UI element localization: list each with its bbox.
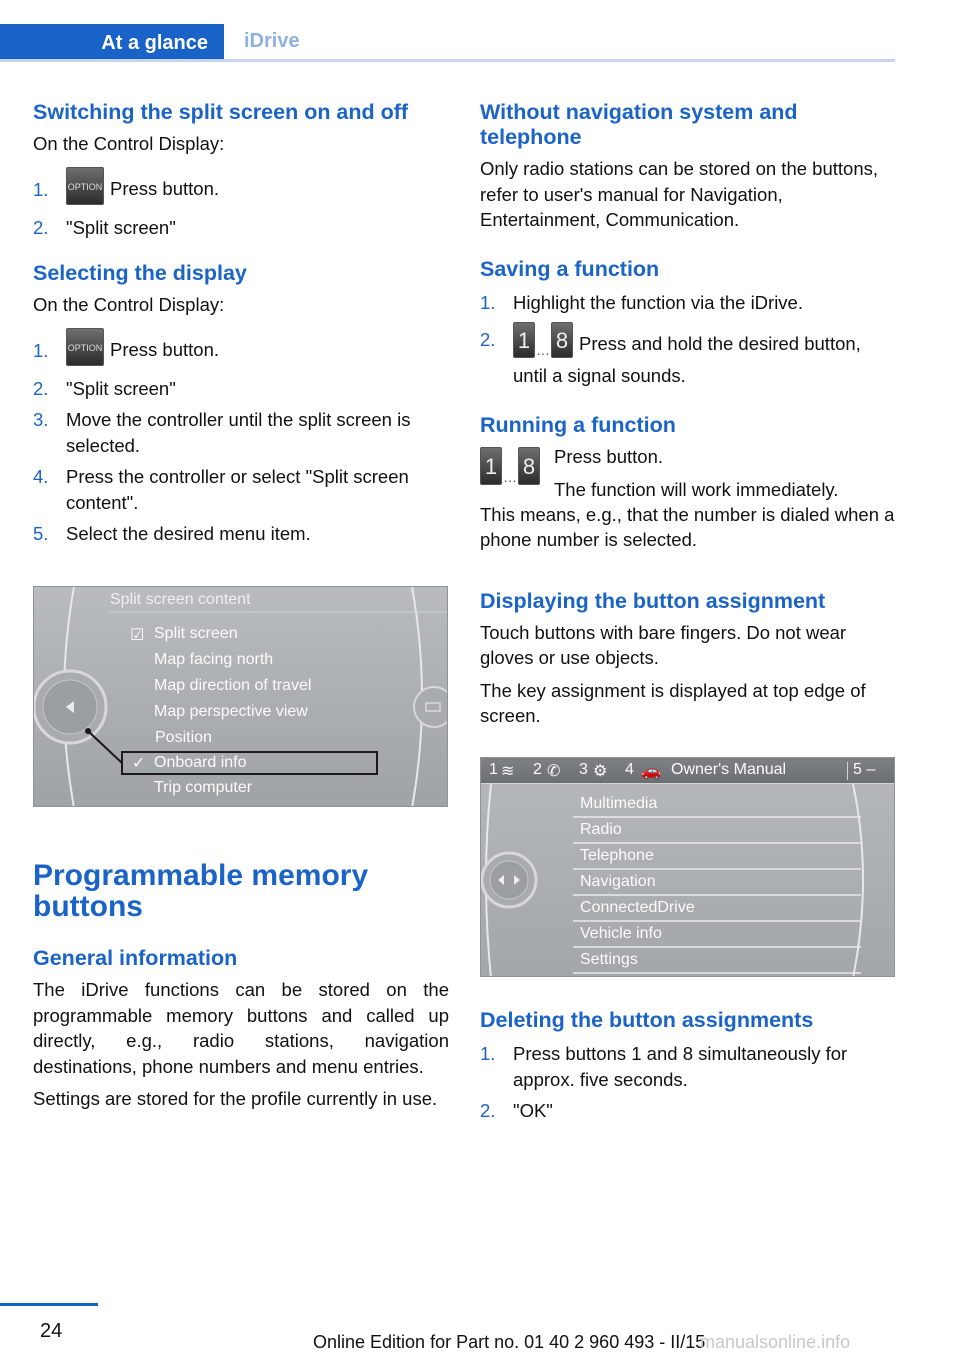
- step-number: 2.: [33, 216, 49, 238]
- intro-control-display: On the Control Display:: [33, 133, 225, 154]
- menu-item: Radio: [580, 821, 622, 838]
- heading-without-navigation: Without navigation system and telephone: [480, 100, 798, 149]
- paragraph-radio-only: Only radio stations can be stored on the buttons, refer to user's manual for Navigation, Entertainment, Communication.: [480, 158, 878, 230]
- deleting-section: [480, 1008, 898, 1124]
- bar-slot-5: 5 –: [853, 761, 876, 778]
- memory-key-8-icon: 8: [518, 447, 540, 485]
- right-column: [480, 100, 898, 729]
- step-text: "Split screen": [66, 216, 176, 238]
- step-text: "OK": [513, 1100, 553, 1121]
- step-number: 1.: [33, 178, 49, 200]
- memory-keys-image: [480, 447, 540, 485]
- menu-item: Navigation: [580, 873, 656, 890]
- tab-at-a-glance[interactable]: At a glance: [0, 24, 224, 62]
- checkmark-icon: ✓: [132, 755, 146, 772]
- heading-running-function: Running a function: [480, 412, 676, 437]
- intro-control-display: On the Control Display:: [33, 294, 225, 315]
- step-item: [33, 332, 449, 370]
- step-text: Press the controller or select "Split screen content".: [66, 466, 409, 513]
- heading-selecting-display: Selecting the display: [33, 261, 247, 285]
- step-item: [33, 171, 449, 209]
- menu-item: Onboard info: [154, 754, 247, 771]
- bar-slot-2: 2: [533, 761, 542, 778]
- step-item: [33, 376, 449, 402]
- step-item: [33, 215, 449, 241]
- step-item: [33, 521, 449, 547]
- button-assignment-screenshot: [480, 757, 895, 977]
- screenshot-decoration: [481, 758, 895, 977]
- menu-item: Multimedia: [580, 795, 658, 812]
- bar-slot-4: 4: [625, 761, 634, 778]
- heading-saving-function: Saving a function: [480, 256, 660, 281]
- step-text: Highlight the function via the iDrive.: [513, 291, 803, 313]
- step-number: 4.: [33, 466, 49, 487]
- step-item: [480, 327, 898, 389]
- step-text: Press button.: [110, 177, 220, 199]
- paragraph-key-assignment: The key assignment is displayed at top edge of screen.: [480, 679, 866, 726]
- ellipsis-icon: …: [536, 341, 550, 358]
- step-item: [33, 407, 449, 458]
- programmable-memory-section: [33, 860, 449, 1112]
- heading-switching-split-screen: Switching the split screen on and off: [33, 100, 409, 124]
- step-item: [480, 1041, 898, 1092]
- step-text: Press button.: [110, 338, 220, 360]
- paragraph-touch-buttons: Touch buttons with bare fingers. Do not wear gloves or use objects.: [480, 621, 847, 668]
- step-number: 2.: [480, 329, 496, 350]
- online-edition-text: Online Edition for Part no. 01 40 2 960 493 - II/15: [313, 1332, 706, 1352]
- bar-slot-label: Owner's Manual: [671, 761, 787, 778]
- step-text: Press and hold the desired button, until a signal sounds.: [513, 332, 861, 386]
- step-number: 1.: [33, 339, 49, 361]
- menu-item: Vehicle info: [580, 925, 662, 942]
- step-text: Select the desired menu item.: [66, 523, 311, 544]
- steps-switching: [33, 171, 449, 241]
- bar-slot-1: 1: [489, 761, 498, 778]
- text-function-immediately: The function will work immediately.: [554, 478, 839, 500]
- step-item: [33, 464, 449, 515]
- heading-general-information: General information: [33, 946, 238, 970]
- car-icon: 🚗: [641, 763, 661, 780]
- text-press-button: Press button.: [554, 445, 664, 467]
- memory-key-8-icon: 8: [551, 322, 573, 358]
- menu-item: Map direction of travel: [154, 677, 312, 694]
- gear-icon: ⚙: [593, 763, 608, 780]
- watermark: manualsonline.info: [700, 1332, 851, 1352]
- paragraph-general-info: The iDrive functions can be stored on the programmable memory buttons and called up directly, e.g., radio stations, navigation destinations, phone numbers and menu entries.: [33, 979, 449, 1077]
- option-button-icon: OPTION: [66, 328, 104, 366]
- steps-saving: [480, 290, 898, 389]
- menu-item: ConnectedDrive: [580, 899, 695, 916]
- step-number: 2.: [33, 377, 49, 399]
- heading-button-assignment: Displaying the button assignment: [480, 588, 826, 613]
- split-screen-content-screenshot: [33, 586, 448, 807]
- screenshot-title: Split screen content: [110, 591, 251, 608]
- step-number: 1.: [480, 291, 496, 313]
- step-text: "Split screen": [66, 377, 176, 399]
- memory-key-1-icon: 1: [480, 447, 502, 485]
- ellipsis-icon: …: [503, 468, 517, 485]
- footer-divider: [0, 1303, 98, 1306]
- menu-item: Trip computer: [154, 779, 253, 796]
- left-column: [33, 100, 449, 547]
- menu-item: Telephone: [580, 847, 654, 864]
- step-item: [480, 1098, 898, 1124]
- check-icon: ☑: [130, 627, 145, 644]
- step-text: Press buttons 1 and 8 simultaneously for approx. five seconds.: [513, 1043, 848, 1090]
- menu-item: Split screen: [154, 625, 238, 642]
- page-number: 24: [40, 1320, 63, 1342]
- step-number: 2.: [480, 1100, 496, 1121]
- menu-item: Position: [155, 729, 212, 746]
- heading-deleting-assignments: Deleting the button assignments: [480, 1008, 814, 1032]
- memory-key-1-icon: 1: [513, 322, 535, 358]
- option-button-icon: OPTION: [66, 167, 104, 205]
- step-text: Move the controller until the split screen is selected.: [66, 409, 411, 456]
- paragraph-settings-stored: Settings are stored for the profile currently in use.: [33, 1088, 438, 1109]
- menu-item: Settings: [580, 951, 638, 968]
- step-number: 5.: [33, 523, 49, 544]
- step-number: 3.: [33, 409, 49, 430]
- heading-programmable-memory-buttons: Programmable memory buttons: [33, 859, 369, 923]
- menu-item: Map facing north: [154, 651, 274, 668]
- menu-item: Map perspective view: [154, 703, 308, 720]
- radio-waves-icon: ≋: [501, 763, 515, 780]
- phone-icon: ✆: [547, 763, 561, 780]
- running-function-block: [480, 444, 898, 508]
- bar-slot-3: 3: [579, 761, 588, 778]
- page-header: [0, 0, 895, 62]
- text-number-dialed: This means, e.g., that the number is dialed when a phone number is selected.: [480, 503, 895, 550]
- tab-idrive[interactable]: iDrive: [244, 30, 300, 52]
- header-divider: [0, 59, 895, 62]
- step-item: [480, 290, 898, 316]
- steps-selecting: [33, 332, 449, 547]
- step-number: 1.: [480, 1043, 496, 1064]
- steps-deleting: [480, 1041, 898, 1124]
